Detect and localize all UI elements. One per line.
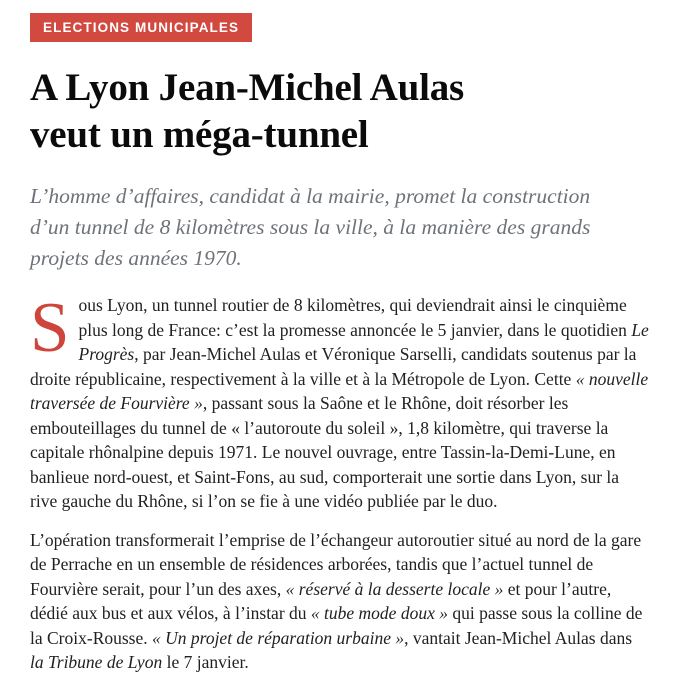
article-title-line-2: veut un méga-tunnel: [30, 113, 369, 156]
article-paragraph-2: [30, 528, 650, 675]
article-title: [30, 64, 650, 158]
article-title-line-1: A Lyon Jean-Michel Aulas: [30, 66, 465, 109]
paragraph-text: ous Lyon, un tunnel routier de 8 kilomètres, qui deviendrait ainsi le cinquième plus long de France: c’est la promesse annoncée le 5 janvier, dans le quotidien Le Progrès, par Jean-Michel Aulas et Véronique Sarselli, candidats soutenus par la droite républicaine, respectivement à la ville et à la Métropole de Lyon. Cette « nouvelle traversée de Fourvière », passant sous la Saône et le Rhône, doit résorber les embouteillages du tunnel de « l’autoroute du soleil », 1,8 kilomètre, qui traverse la capitale rhônalpine depuis 1971. Le nouvel ouvrage, entre Tassin-la-Demi-Lune, en banlieue nord-ouest, et Saint-Fons, au sud, comporterait une sortie dans Lyon, sur la rive gauche du Rhône, si l’on se fie à une vidéo publiée par le duo.: [30, 295, 649, 511]
category-badge[interactable]: ELECTIONS MUNICIPALES: [30, 13, 252, 42]
drop-cap: S: [30, 289, 70, 367]
article-paragraph-1: [30, 289, 650, 514]
paragraph-text: L’opération transformerait l’emprise de l’échangeur autoroutier situé au nord de la gare de Perrache en un ensemble de résidences arborées, tandis que l’actuel tunnel de Fourvière serait, pour l’un des axes, « réservé à la desserte locale » et pour l’autre, dédié aux bus et aux vélos, à l’instar du « tube mode doux » qui passe sous la colline de la Croix-Rousse. « Un projet de réparation urbaine », vantait Jean-Michel Aulas dans la Tribune de Lyon le 7 janvier.: [30, 529, 643, 672]
article-standfirst: L’homme d’affaires, candidat à la mairie, promet la construction d’un tunnel de 8 kilomètres sous la ville, à la manière des grands projets des années 1970.: [30, 184, 591, 270]
article-body: [30, 289, 650, 675]
